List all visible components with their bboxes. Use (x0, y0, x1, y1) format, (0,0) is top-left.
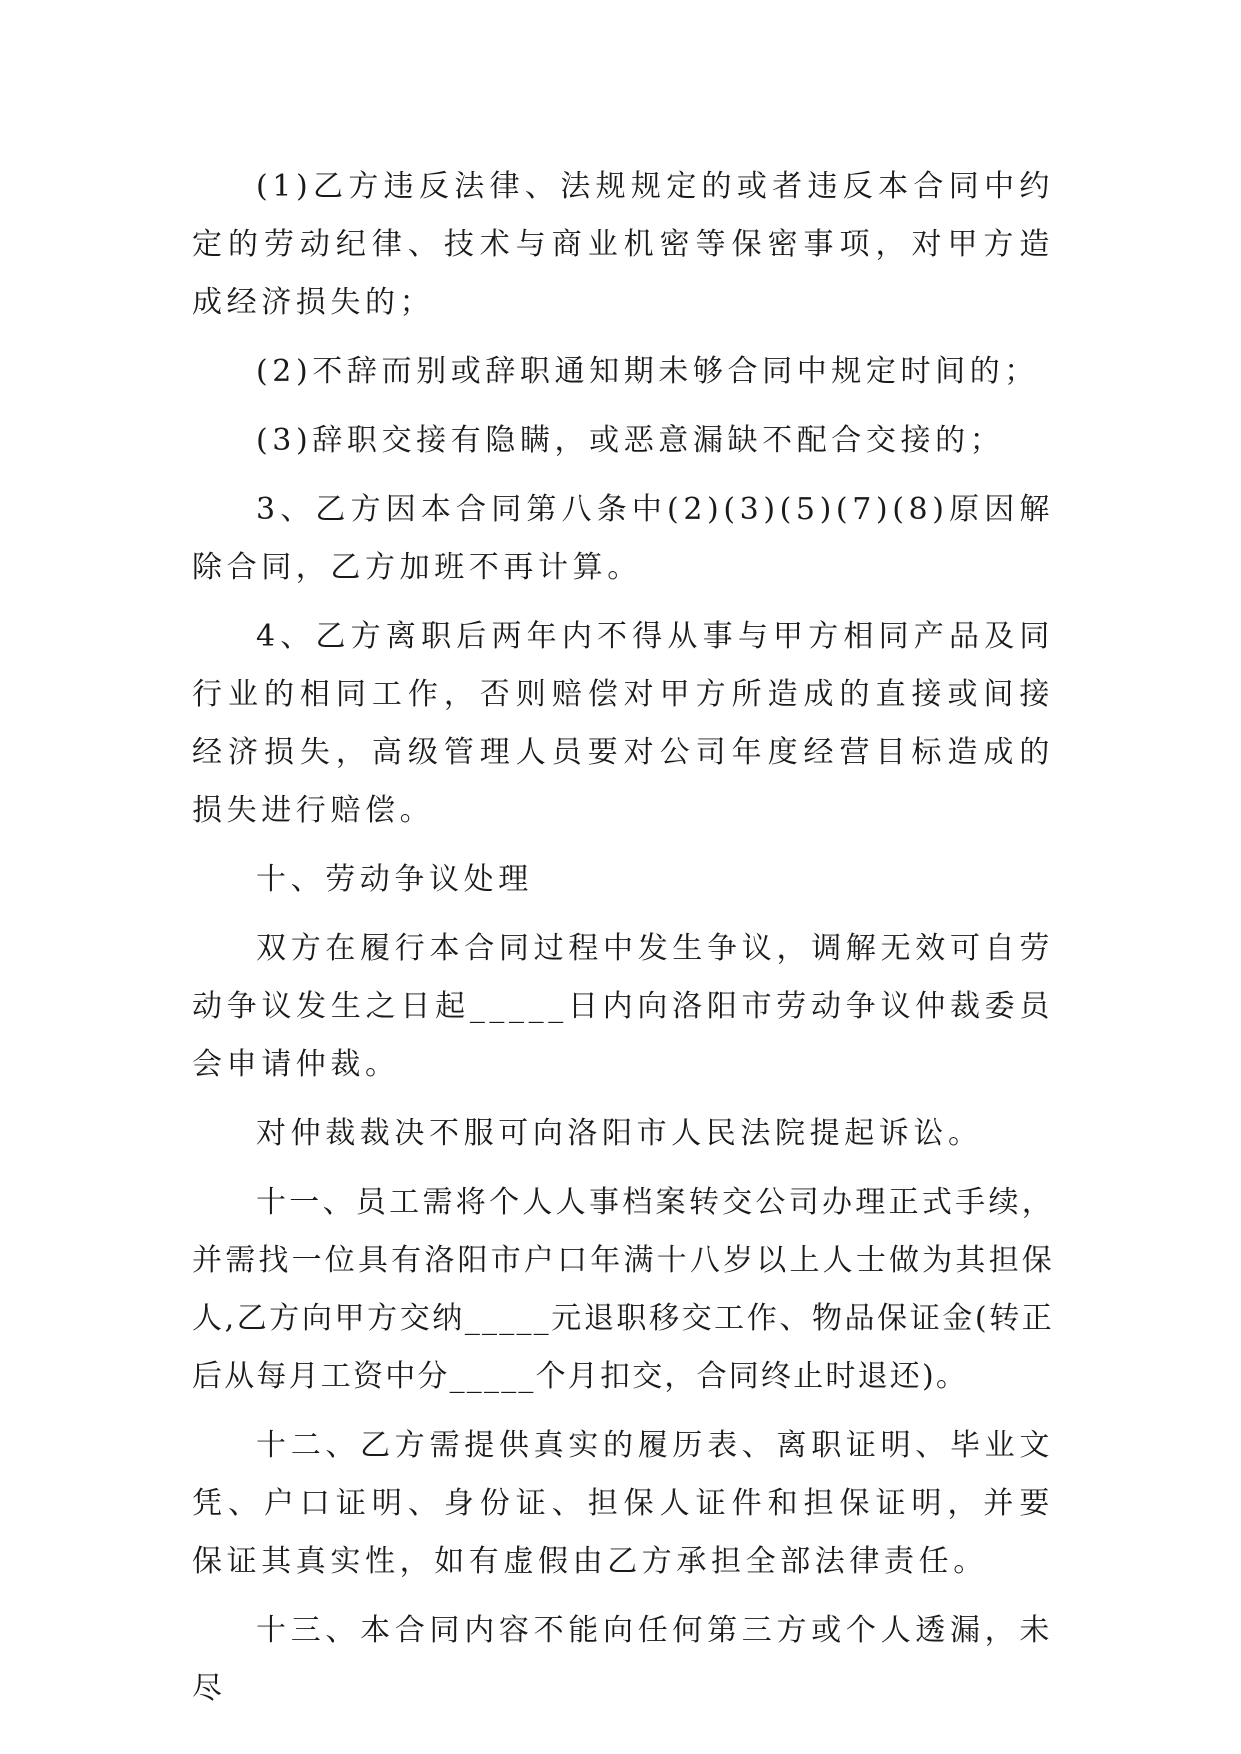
section-heading-10: 十、劳动争议处理 (256, 862, 533, 897)
paragraph-clause-3: (3)辞职交接有隐瞒，或恶意漏缺不配合交接的； (256, 423, 1005, 458)
paragraph-dispute-arbitration: 双方在履行本合同过程中发生争议，调解无效可自劳动争议发生之日起_____日内向洛阳市劳动争议仲裁委员会申请仲裁。 (192, 931, 1054, 1082)
paragraph-dispute-litigation: 对仲裁裁决不服可向洛阳市人民法院提起诉讼。 (256, 1116, 983, 1151)
section-13-paragraph: 十三、本合同内容不能向任何第三方或个人透漏，未尽 (192, 1613, 1054, 1706)
paragraph-clause-2: (2)不辞而别或辞职通知期未够合同中规定时间的； (256, 354, 1039, 389)
section-11-paragraph: 十一、员工需将个人人事档案转交公司办理正式手续，并需找一位具有洛阳市户口年满十八岁以上人士做为其担保人,乙方向甲方交纳_____元退职移交工作、物品保证金(转正后从每月工资中分_____个月扣交，合同终止时退还)。 (192, 1185, 1054, 1394)
paragraph-clause-1: (1)乙方违反法律、法规规定的或者违反本合同中约定的劳动纪律、技术与商业机密等保密事项，对甲方造成经济损失的； (192, 169, 1054, 320)
paragraph-item-4: 4、乙方离职后两年内不得从事与甲方相同产品及同行业的相同工作，否则赔偿对甲方所造成的直接或间接经济损失，高级管理人员要对公司年度经营目标造成的损失进行赔偿。 (192, 619, 1054, 828)
paragraph-item-3: 3、乙方因本合同第八条中(2)(3)(5)(7)(8)原因解除合同，乙方加班不再计算。 (192, 492, 1054, 585)
document-body (192, 158, 1054, 1729)
section-12-paragraph: 十二、乙方需提供真实的履历表、离职证明、毕业文凭、户口证明、身份证、担保人证件和担保证明，并要保证其真实性，如有虚假由乙方承担全部法律责任。 (192, 1428, 1054, 1579)
